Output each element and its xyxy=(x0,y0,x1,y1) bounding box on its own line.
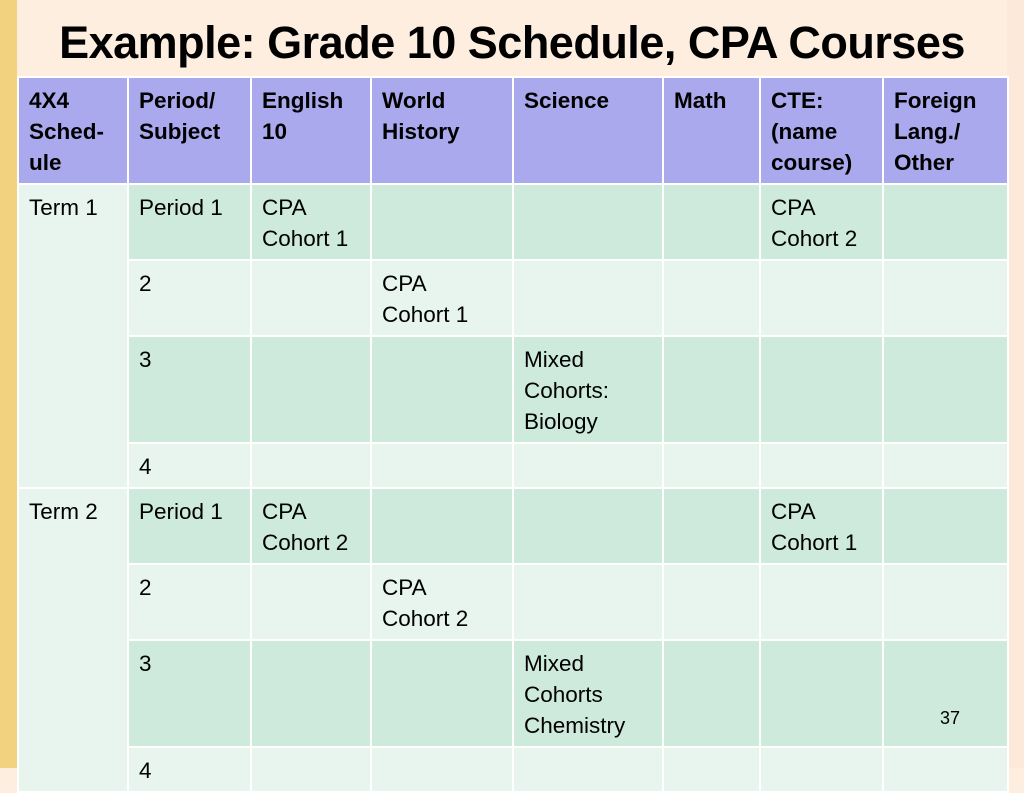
table-cell xyxy=(251,443,371,488)
table-cell xyxy=(663,184,760,260)
header-world-history: World History xyxy=(371,77,513,184)
header-english: English 10 xyxy=(251,77,371,184)
table-cell: 2 xyxy=(128,564,251,640)
table-cell xyxy=(371,747,513,792)
table-cell: CPA Cohort 2 xyxy=(760,184,883,260)
page-number: 37 xyxy=(940,708,961,728)
table-cell xyxy=(883,640,1008,747)
table-header-row xyxy=(18,77,1008,184)
table-row xyxy=(18,640,1008,747)
header-science: Science xyxy=(513,77,663,184)
table-cell xyxy=(371,488,513,564)
table-cell xyxy=(251,640,371,747)
table-cell: CPA Cohort 1 xyxy=(251,184,371,260)
table-cell xyxy=(371,184,513,260)
header-period-subject: Period/ Subject xyxy=(128,77,251,184)
table-cell xyxy=(513,488,663,564)
term-2-cell: Term 2 xyxy=(18,488,128,792)
table-cell: 2 xyxy=(128,260,251,336)
table-row xyxy=(18,336,1008,443)
header-schedule: 4X4 Sched- ule xyxy=(18,77,128,184)
table-cell xyxy=(883,184,1008,260)
header-math: Math xyxy=(663,77,760,184)
table-cell: CPA Cohort 1 xyxy=(371,260,513,336)
table-cell: CPA Cohort 2 xyxy=(371,564,513,640)
header-foreign-language: Foreign Lang./ Other xyxy=(883,77,1008,184)
table-cell xyxy=(760,260,883,336)
term-1-cell: Term 1 xyxy=(18,184,128,488)
table-cell xyxy=(663,336,760,443)
table-cell xyxy=(760,747,883,792)
table-cell: Mixed Cohorts: Biology xyxy=(513,336,663,443)
table-cell xyxy=(883,260,1008,336)
slide-title: Example: Grade 10 Schedule, CPA Courses xyxy=(59,17,965,68)
table-cell xyxy=(883,336,1008,443)
right-accent-bar xyxy=(1007,0,1024,768)
table-cell xyxy=(251,336,371,443)
schedule-table-container xyxy=(17,76,1007,793)
table-cell xyxy=(663,640,760,747)
header-cte: CTE: (name course) xyxy=(760,77,883,184)
table-cell xyxy=(371,443,513,488)
table-cell xyxy=(883,443,1008,488)
table-cell: 4 xyxy=(128,747,251,792)
table-cell xyxy=(663,747,760,792)
table-cell xyxy=(883,747,1008,792)
table-cell xyxy=(760,443,883,488)
table-cell xyxy=(513,747,663,792)
table-cell: Mixed Cohorts Chemistry xyxy=(513,640,663,747)
table-cell xyxy=(663,488,760,564)
table-cell xyxy=(513,184,663,260)
table-cell xyxy=(251,747,371,792)
left-accent-bar xyxy=(0,0,17,768)
table-cell xyxy=(513,260,663,336)
table-cell xyxy=(760,564,883,640)
table-cell: Period 1 xyxy=(128,488,251,564)
table-cell: CPA Cohort 2 xyxy=(251,488,371,564)
table-row xyxy=(18,184,1008,260)
schedule-table xyxy=(17,76,1009,793)
table-cell: Period 1 xyxy=(128,184,251,260)
table-cell xyxy=(513,443,663,488)
table-cell xyxy=(760,640,883,747)
table-row xyxy=(18,564,1008,640)
table-cell: CPA Cohort 1 xyxy=(760,488,883,564)
table-row xyxy=(18,488,1008,564)
table-cell: 3 xyxy=(128,640,251,747)
table-row xyxy=(18,747,1008,792)
table-cell xyxy=(663,564,760,640)
table-cell xyxy=(663,443,760,488)
table-cell xyxy=(883,564,1008,640)
table-cell xyxy=(513,564,663,640)
table-row xyxy=(18,260,1008,336)
table-cell xyxy=(251,260,371,336)
table-cell xyxy=(663,260,760,336)
table-cell xyxy=(371,336,513,443)
table-cell: 3 xyxy=(128,336,251,443)
table-cell xyxy=(371,640,513,747)
table-row xyxy=(18,443,1008,488)
table-cell xyxy=(760,336,883,443)
table-cell xyxy=(251,564,371,640)
table-cell xyxy=(883,488,1008,564)
table-cell: 4 xyxy=(128,443,251,488)
